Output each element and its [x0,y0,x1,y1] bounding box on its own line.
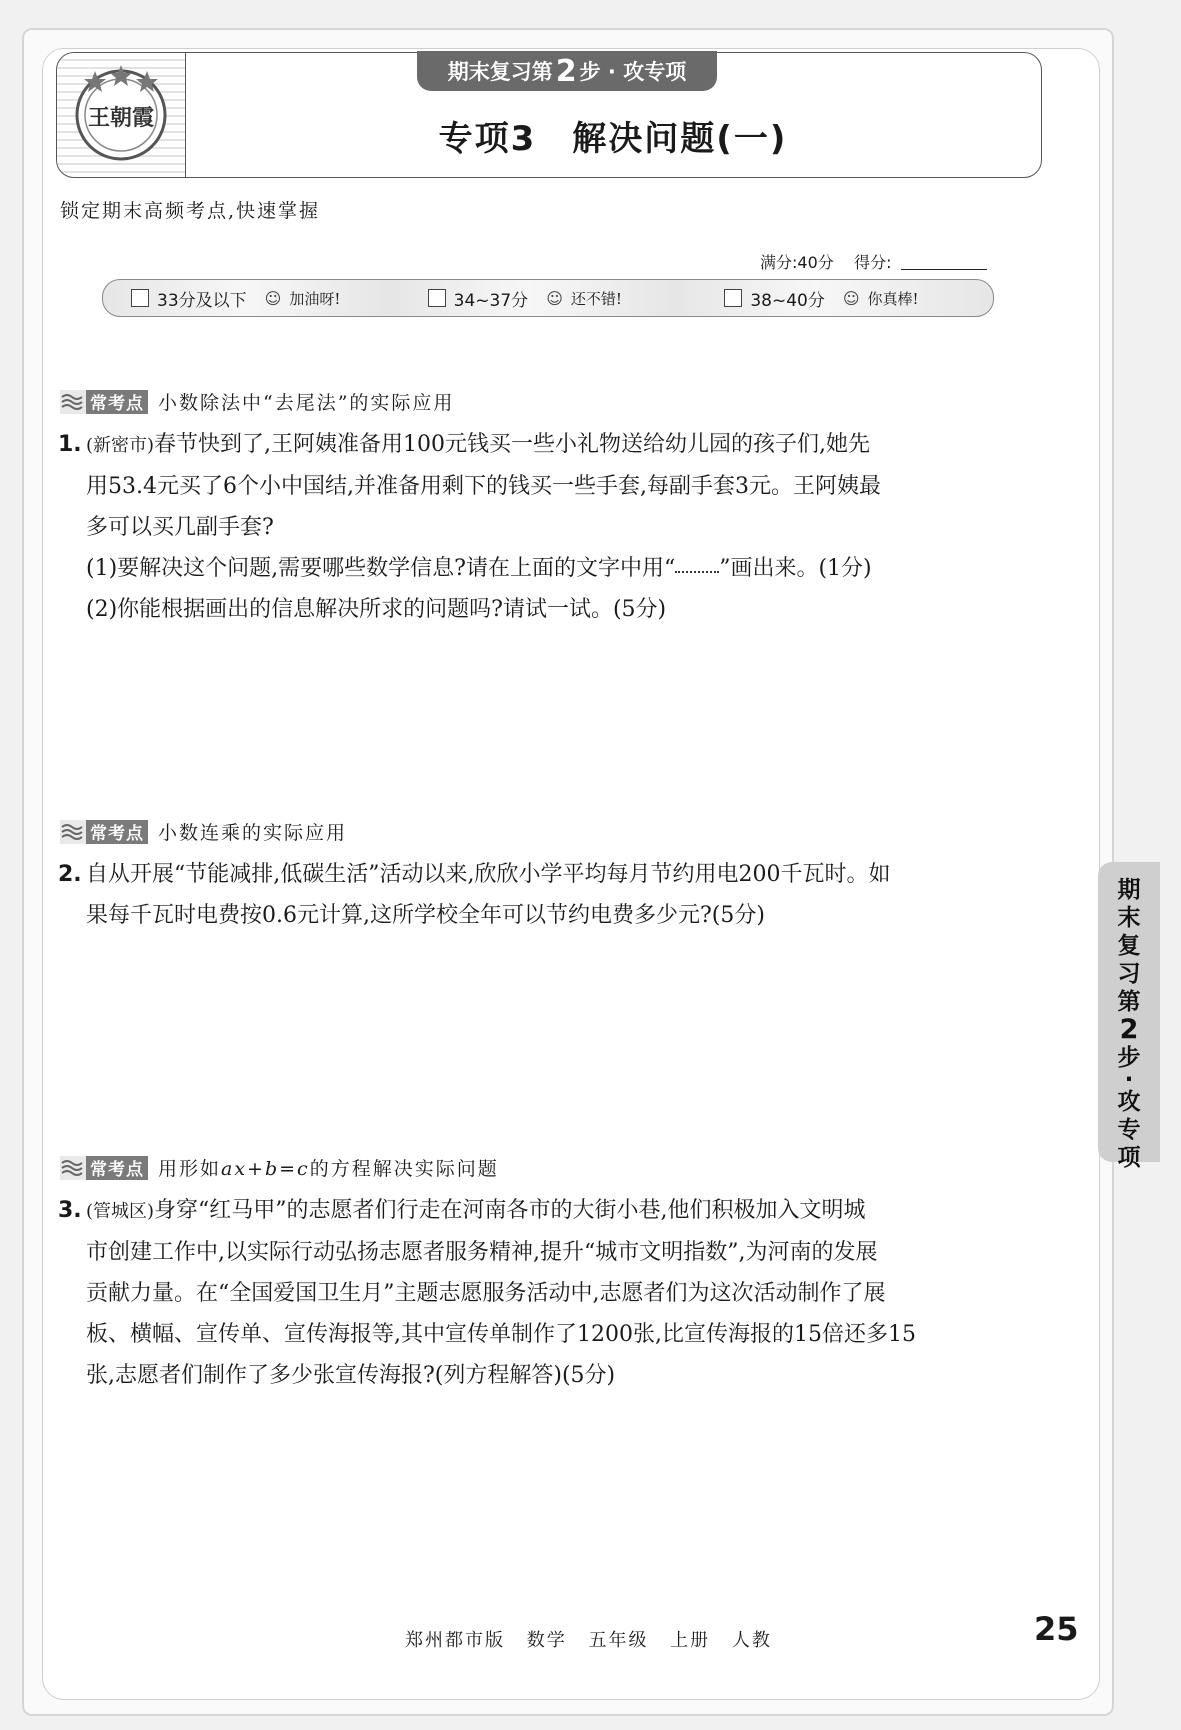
tagline: 锁定期末高频考点,快速掌握 [60,200,321,222]
rating-checkbox[interactable] [724,289,742,307]
question-number: 3. [58,1198,82,1223]
sub-question-1b: ”画出来。(1分) [719,556,872,581]
side-tab-char: 步 [1117,1045,1141,1071]
step-prefix: 期末复习第 [447,60,553,84]
question-number: 1. [58,432,82,457]
rating-comment: 还不错! [570,289,622,308]
wavy-underline-icon [675,557,719,573]
smiley-icon: ☺ [264,288,282,308]
question-line: 春节快到了,王阿姨准备用100元钱买一些小礼物送给幼儿园的孩子们,她先 [154,432,871,457]
key-point-heading [60,1154,499,1181]
step-number: 2 [555,53,577,89]
key-point-heading [60,818,347,845]
sub-question-1a: (1)要解决这个问题,需要哪些数学信息?请在上面的文字中用“ [86,556,676,581]
side-tab-char: 2 [1119,1014,1139,1045]
brand-logo [57,53,186,177]
question-line: 市创建工作中,以实际行动弘扬志愿者服务精神,提升“城市文明指数”,为河南的发展 [86,1240,878,1265]
answer-area-1[interactable] [120,640,1020,800]
rating-option [103,286,400,311]
question-line: 多可以买几副手套? [86,515,274,540]
rating-range: 34~37分 [453,290,529,311]
question-line: 贡献力量。在“全国爱国卫生月”主题志愿服务活动中,志愿者们为这次活动制作了展 [86,1281,886,1306]
logo-emblem-icon [57,53,185,177]
rating-checkbox[interactable] [131,289,149,307]
badge-label: 常考点 [90,824,144,844]
rating-comment: 加油呀! [289,289,341,308]
full-score-label: 满分:40分 [760,253,834,272]
side-tab-char: 专 [1117,1117,1141,1143]
key-point-heading [60,388,454,415]
question-3 [58,1190,1002,1396]
key-point-topic: 小数除法中“去尾法”的实际应用 [158,392,455,414]
key-point-topic: 小数连乘的实际应用 [158,822,348,844]
side-chapter-tab [1098,862,1160,1171]
header-box [56,52,1042,178]
question-1 [58,424,1002,630]
rating-checkbox[interactable] [428,289,446,307]
rating-option [400,286,697,311]
side-tab-char: 复 [1117,933,1141,959]
side-tab-char: 攻 [1117,1089,1141,1115]
answer-area-3[interactable] [120,1410,1020,1600]
footer-info: 郑州都市版 数学 五年级 上册 人教 [405,1630,772,1651]
question-region: (新密市) [86,435,155,456]
side-tab-char: · [1124,1067,1134,1093]
rating-range: 38~40分 [750,290,825,311]
score-line [760,250,987,273]
side-tab-char: 期 [1117,877,1141,903]
sub-question-2: (2)你能根据画出的信息解决所求的问题吗?请试一试。(5分) [86,597,667,622]
logo-text: 王朝霞 [87,105,155,131]
step-tab [417,51,717,91]
rating-comment: 你真棒! [867,289,919,308]
key-point-badge [60,390,148,414]
side-tab-char: 习 [1117,961,1141,987]
question-line: 自从开展“节能减排,低碳生活”活动以来,欣欣小学平均每月节约用电200千瓦时。如 [86,862,891,887]
page-number: 25 [1034,1610,1079,1648]
step-suffix: 步 · 攻专项 [579,60,687,84]
question-line: 果每千瓦时电费按0.6元计算,这所学校全年可以节约电费多少元?(5分) [86,903,765,928]
key-point-badge [60,820,148,844]
wave-icon [60,820,86,844]
wave-icon [60,1156,86,1180]
rating-range: 33分及以下 [157,290,247,311]
rating-option [696,286,993,311]
question-region: (管城区) [86,1201,155,1222]
question-2 [58,854,1002,936]
key-point-topic: 的方程解决实际问题 [309,1158,499,1180]
smiley-icon: ☺ [842,288,860,308]
badge-label: 常考点 [90,1160,144,1180]
question-line: 身穿“红马甲”的志愿者们行走在河南各市的大街小巷,他们积极加入文明城 [154,1198,866,1223]
score-label: 得分: [854,253,892,272]
smiley-icon: ☺ [546,288,563,308]
rating-bar [102,279,994,317]
side-tab-char: 末 [1117,905,1141,931]
question-line: 板、横幅、宣传单、宣传海报等,其中宣传单制作了1200张,比宣传海报的15倍还多15 [86,1322,916,1347]
side-tab-char: 第 [1117,989,1141,1015]
equation-form: ax+b=c [221,1158,310,1180]
score-blank-field[interactable] [901,253,987,270]
answer-area-2[interactable] [120,950,1020,1140]
page-title: 专项3 解决问题(一) [438,119,788,159]
key-point-topic: 用形如 [158,1158,222,1180]
side-tab-char: 项 [1117,1145,1141,1171]
question-number: 2. [58,862,82,887]
wave-icon [60,390,86,414]
badge-label: 常考点 [90,394,144,414]
key-point-badge [60,1156,148,1180]
question-line: 张,志愿者们制作了多少张宣传海报?(列方程解答)(5分) [86,1363,616,1388]
question-line: 用53.4元买了6个小中国结,并准备用剩下的钱买一些手套,每副手套3元。王阿姨最 [86,474,881,499]
